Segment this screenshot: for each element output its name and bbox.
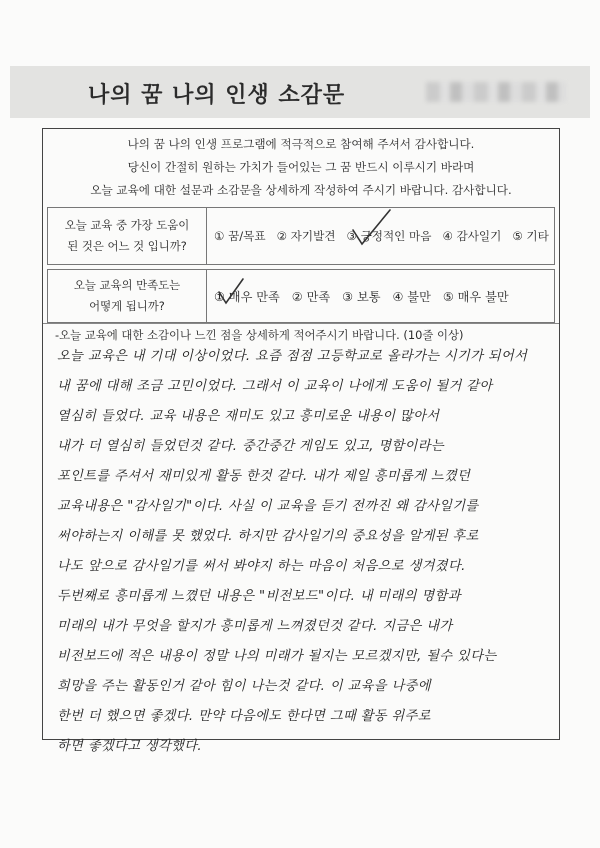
checkmark-icon (216, 276, 246, 308)
handwriting-line-12: 희망을 주는 활동인거 같아 힘이 나는것 같다. 이 교육을 나중에 (57, 679, 431, 694)
essay-prompt: -오늘 교육에 대한 소감이나 느낀 점을 상세하게 적어주시기 바랍니다. (10줄 이상) (55, 328, 464, 342)
handwriting-line-10: 미래의 내가 무엇을 할지가 흥미롭게 느껴졌던것 같다. 지금은 내가 (57, 619, 453, 634)
question-helpful-label-line2: 된 것은 어느 것 입니까? (67, 239, 187, 253)
handwriting-line-3: 열심히 들었다. 교육 내용은 재미도 있고 흥미로운 내용이 많아서 (57, 409, 440, 424)
question-helpful-label-line1: 오늘 교육 중 가장 도움이 (64, 218, 190, 232)
intro-line-3: 오늘 교육에 대한 설문과 소감문을 상세하게 작성하여 주시기 바랍니다. 감사합니다. (90, 183, 512, 197)
redacted-name (426, 82, 566, 102)
question-helpful (47, 207, 555, 265)
handwriting-line-9: 두번째로 흥미롭게 느꼈던 내용은 "비전보드"이다. 내 미래의 명함과 (57, 589, 461, 604)
question-satisfaction-label (48, 270, 207, 322)
question-satisfaction-label-line2: 어떻게 됩니까? (89, 299, 165, 313)
intro-line-2: 당신이 간절히 원하는 가치가 들어있는 그 꿈 반드시 이루시기 바라며 (127, 160, 475, 174)
form-frame (42, 128, 560, 754)
checkmark-icon (350, 206, 394, 252)
option-very-dissatisfied[interactable]: ⑤ 매우 불만 (442, 289, 509, 304)
handwriting-line-11: 비전보드에 적은 내용이 정말 나의 미래가 될지는 모르겠지만, 될수 있다는 (57, 649, 497, 664)
option-self-discovery[interactable]: ② 자기발견 (276, 229, 336, 243)
document-title: 나의 꿈 나의 인생 소감문 (88, 83, 346, 108)
option-other[interactable]: ⑤ 기타 (512, 229, 549, 243)
intro-text (43, 129, 559, 211)
handwriting-line-13: 한번 더 했으면 좋겠다. 만약 다음에도 한다면 그때 활동 위주로 (57, 709, 431, 724)
handwriting-line-4: 내가 더 열심히 들었던것 같다. 중간중간 게임도 있고, 명함이라는 (57, 439, 445, 454)
handwriting-line-5: 포인트를 주셔서 재미있게 활동 한것 같다. 내가 제일 흥미롭게 느꼈던 (57, 469, 471, 484)
option-satisfied[interactable]: ② 만족 (291, 289, 331, 304)
intro-line-1: 나의 꿈 나의 인생 프로그램에 적극적으로 참여해 주셔서 감사합니다. (127, 137, 475, 151)
question-satisfaction (47, 269, 555, 323)
option-gratitude-diary[interactable]: ④ 감사일기 (442, 229, 502, 243)
handwriting-line-2: 내 꿈에 대해 조금 고민이었다. 그래서 이 교육이 나에게 도움이 될거 같아 (57, 379, 493, 394)
option-dissatisfied[interactable]: ④ 불만 (392, 289, 431, 304)
handwriting-line-1: 오늘 교육은 내 기대 이상이었다. 요즘 점점 고등학교로 올라가는 시기가 되어서 (57, 349, 528, 364)
question-helpful-label (48, 208, 207, 264)
handwriting-line-8: 나도 앞으로 감사일기를 써서 봐야지 하는 마음이 처음으로 생겨졌다. (57, 559, 466, 574)
handwriting-line-14: 하면 좋겠다고 생각했다. (57, 739, 202, 754)
option-very-satisfied[interactable]: ① 매우 만족 (214, 289, 280, 304)
question-satisfaction-options (214, 270, 550, 322)
option-neutral[interactable]: ③ 보통 (342, 289, 381, 304)
option-positive-mind[interactable]: ③ 긍정적인 마음 (346, 229, 432, 243)
handwriting-line-7: 써야하는지 이해를 못 했었다. 하지만 감사일기의 중요성을 알게된 후로 (57, 529, 479, 544)
handwriting-line-6: 교육내용은 "감사일기"이다. 사실 이 교육을 듣기 전까진 왜 감사일기를 (57, 499, 479, 514)
title-bar (10, 66, 590, 118)
separator-line (43, 323, 559, 324)
option-dream-goal[interactable]: ① 꿈/목표 (214, 229, 266, 243)
question-satisfaction-label-line1: 오늘 교육의 만족도는 (73, 278, 181, 292)
